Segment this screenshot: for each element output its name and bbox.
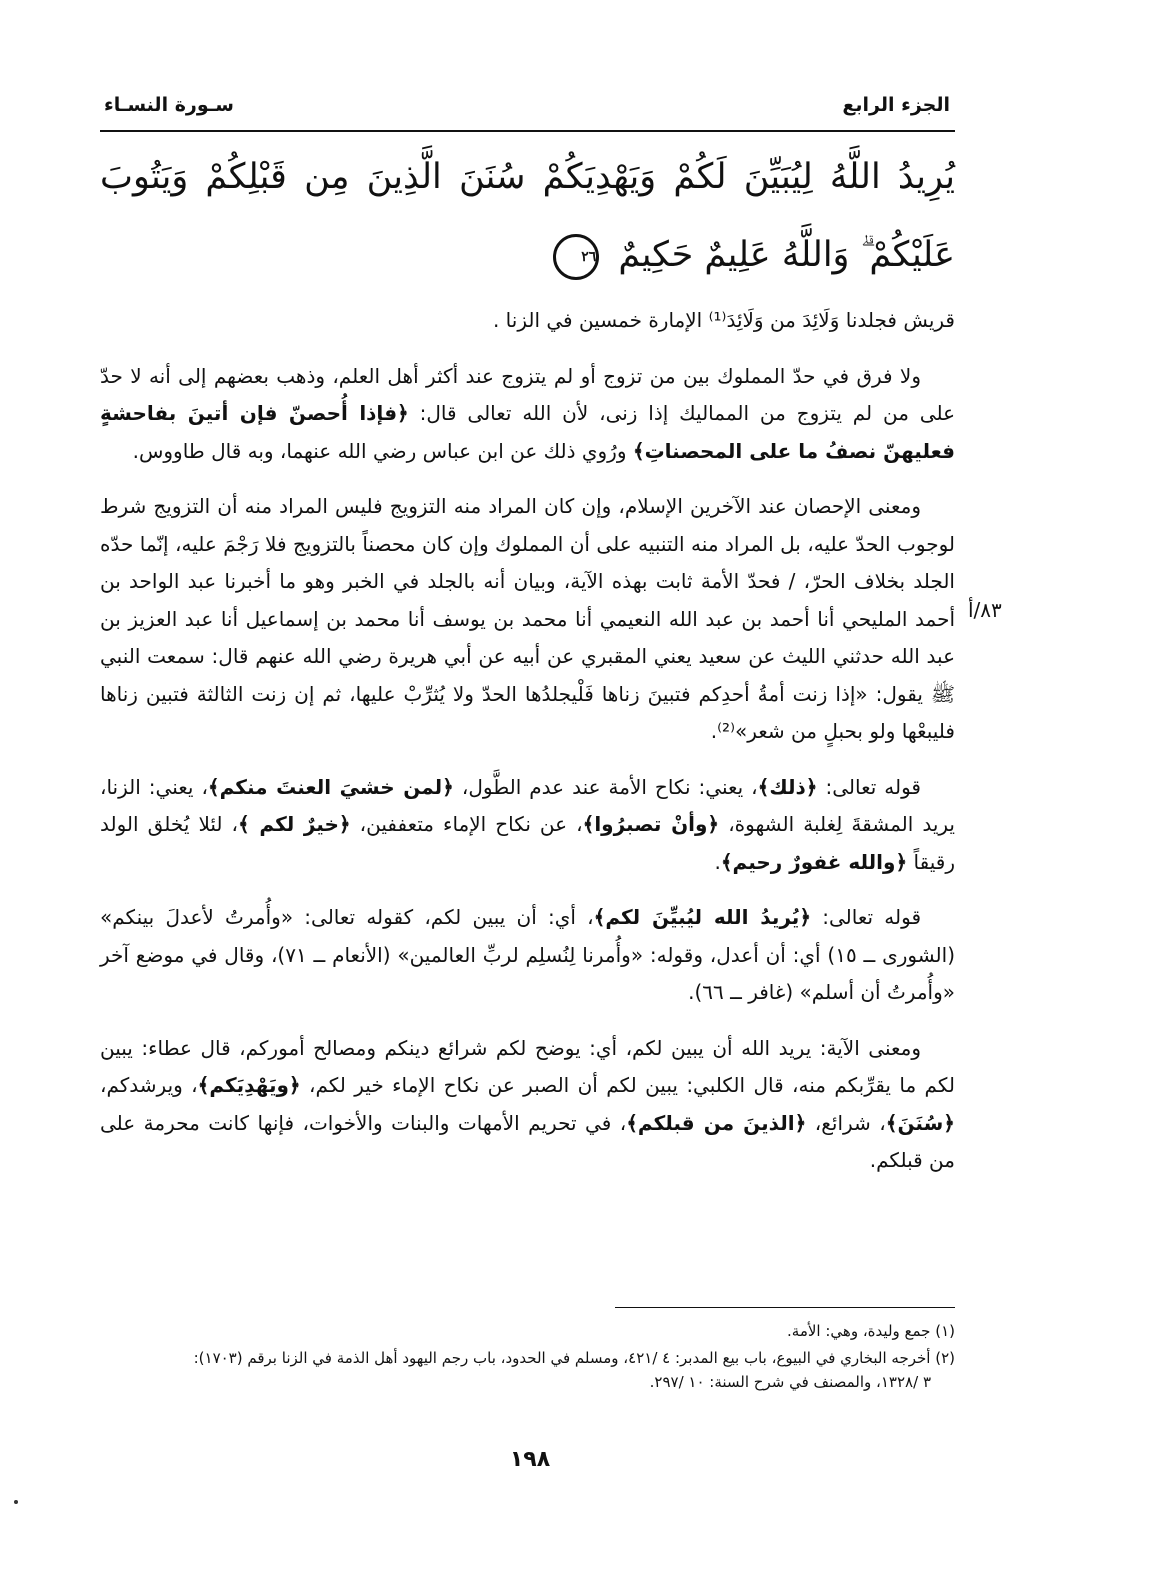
verse-text: يُرِيدُ اللَّهُ لِيُبَيِّنَ لَكُمْ وَيَهْدِيَكُمْ سُنَنَ الَّذِينَ مِن قَبْلِكُمْ وَيَتُوبَ عَلَيْكُمْ ۗ وَاللَّهُ عَلِيمٌ حَكِيمٌ	[100, 157, 955, 275]
quran-quote: ﴿فإذا أُحصنّ فإن أتينَ بفاحشةٍ فعليهنّ نصفُ ما على المحصناتِ﴾	[100, 401, 955, 463]
paragraph-6	[100, 1030, 955, 1180]
paragraph-5	[100, 899, 955, 1012]
ayah-number-marker: ٢٦	[553, 234, 599, 280]
quran-quote: ﴿والله غفورٌ رحيم﴾	[720, 849, 908, 874]
commentary-body	[100, 302, 955, 1198]
paragraph-6-text: ، ويرشدكم،	[100, 1073, 198, 1097]
quran-verse	[100, 138, 955, 294]
paragraph-6-text: ، في تحريم الأمهات والبنات والأخوات، فإنها كانت محرمة على من قبلكم.	[100, 1110, 955, 1172]
quran-quote: ﴿سُنَنَ﴾	[885, 1110, 955, 1135]
footnote-1: (١) جمع وليدة، وهي: الأمة.	[787, 1322, 955, 1340]
part-label: الجزء الرابع	[842, 94, 950, 116]
page-number: ١٩٨	[509, 1447, 551, 1472]
paragraph-2-text: ولا فرق في حدّ المملوك بين من تزوج أو لم يتزوج عند أكثر أهل العلم، وذهب بعضهم إلى أنه لا حدّ على من لم يتزوج من المماليك إذا زنى، لأن الله تعالى قال:	[100, 363, 955, 425]
surah-label: سـورة النسـاء	[104, 94, 234, 116]
footnotes	[100, 1319, 955, 1397]
footnote-rule	[615, 1307, 955, 1308]
paragraph-3	[100, 488, 955, 751]
paragraph-4-text: ، يعني: الزنا، يريد المشقةَ لِغلبة الشهوة،	[100, 774, 955, 836]
paragraph-1-text: قريش فجلدنا وَلَائِدَ من وَلَائِدَ⁽¹⁾ الإمارة خمسين في الزنا .	[492, 308, 955, 332]
footnote-2-line-2: ٣ /١٣٢٨، والمصنف في شرح السنة: ١٠ /٢٩٧.	[649, 1373, 931, 1391]
quran-quote: ﴿ويَهْدِيَكم﴾	[197, 1073, 301, 1097]
paragraph-4-text: .	[714, 849, 721, 874]
paragraph-4-text: ، عن نكاح الإماء متعففين،	[350, 812, 583, 836]
paragraph-3-text: ومعنى الإحصان عند الآخرين الإسلام، وإن كان المراد منه التزويج فليس المراد منه أن التزويج شرط لوجوب الحدّ عليه، بل المراد منه التنبيه على أن المملوك وإن كان محصناً بالتزويج فلا رَجْمَ عليه، إنّما حدّه الجلد بخلاف الحرّ، / فحدّ الأمة ثابت بهذه الآية، وبيان أنه بالجلد في الخبر وهو ما أخبرنا عبد الواحد بن أحمد المليحي أنا أحمد بن عبد الله النعيمي أنا محمد بن يوسف أنا محمد بن إسماعيل أنا عبد العزيز بن عبد الله حدثني الليث عن سعيد يعني المقبري عن أبيه عن أبي هريرة رضي الله عنهم قال: سمعت النبي ﷺ يقول: «إذا زنت أمةُ أحدِكم فتبينَ زناها فَلْيجلدُها الحدّ ولا يُثرِّبْ عليها، ثم إن زنت الثالثة فتبين زناها فليبعْها ولو بحبلٍ من شعر»⁽²⁾.	[100, 494, 955, 743]
quran-quote: ﴿وأنْ تصبرُوا﴾	[582, 812, 720, 836]
paragraph-6-text: ومعنى الآية: يريد الله أن يبين لكم، أي: يوضح لكم شرائع دينكم ومصالح أموركم، قال عطاء: يبين لكم ما يقرِّبكم منه، قال الكلبي: يبين لكم أن الصبر عن نكاح الإماء خير لكم،	[100, 1035, 955, 1097]
footnote-2-line-1: (٢) أخرجه البخاري في البيوع، باب بيع المدبر: ٤ /٤٢١، ومسلم في الحدود، باب رجم اليهود أهل الذمة في الزنا برقم (١٧٠٣):	[193, 1349, 955, 1367]
quran-quote: ﴿يُريدُ الله ليُبيِّنَ لكم﴾	[593, 905, 812, 929]
quran-quote: ﴿خيرٌ لكم ﴾	[238, 812, 351, 836]
paragraph-1	[100, 302, 955, 340]
margin-manuscript-ref: ٨٣/أ	[968, 598, 1002, 622]
quran-quote: ﴿الذينَ من قبلكم﴾	[626, 1110, 807, 1135]
paragraph-5-text: قوله تعالى:	[811, 905, 922, 929]
paragraph-4-text: قوله تعالى:	[817, 774, 921, 799]
paragraph-4-text: ، لئلا يُخلق الولد رقيقاً	[100, 812, 955, 874]
paragraph-4	[100, 769, 955, 882]
scan-speck	[14, 1500, 18, 1504]
paragraph-2	[100, 358, 955, 471]
paragraph-2-text-end: ورُوي ذلك عن ابن عباس رضي الله عنهما، وبه قال طاووس.	[132, 438, 633, 463]
footnote-2	[100, 1346, 955, 1394]
paragraph-5-text: ، أي: أن يبين لكم، كقوله تعالى: «وأُمرتُ لأعدلَ بينكم» (الشورى ــ ١٥) أي: أن أعدل، وقوله: «وأُمرنا لِنُسلِم لربِّ العالمين» (الأنعام ــ ٧١)، وقال في موضع آخر «وأُمرتُ أن أسلم» (غافر ــ ٦٦).	[100, 905, 956, 1004]
quran-quote: ﴿ذلك﴾	[757, 774, 818, 799]
header-rule	[100, 130, 955, 132]
running-header	[104, 92, 950, 128]
quran-quote: ﴿لمن خشيَ العنتَ منكم﴾	[207, 774, 454, 799]
paragraph-4-text: ، يعني: نكاح الأمة عند عدم الطَّول،	[453, 774, 758, 799]
paragraph-6-text: ، شرائع،	[806, 1110, 886, 1135]
